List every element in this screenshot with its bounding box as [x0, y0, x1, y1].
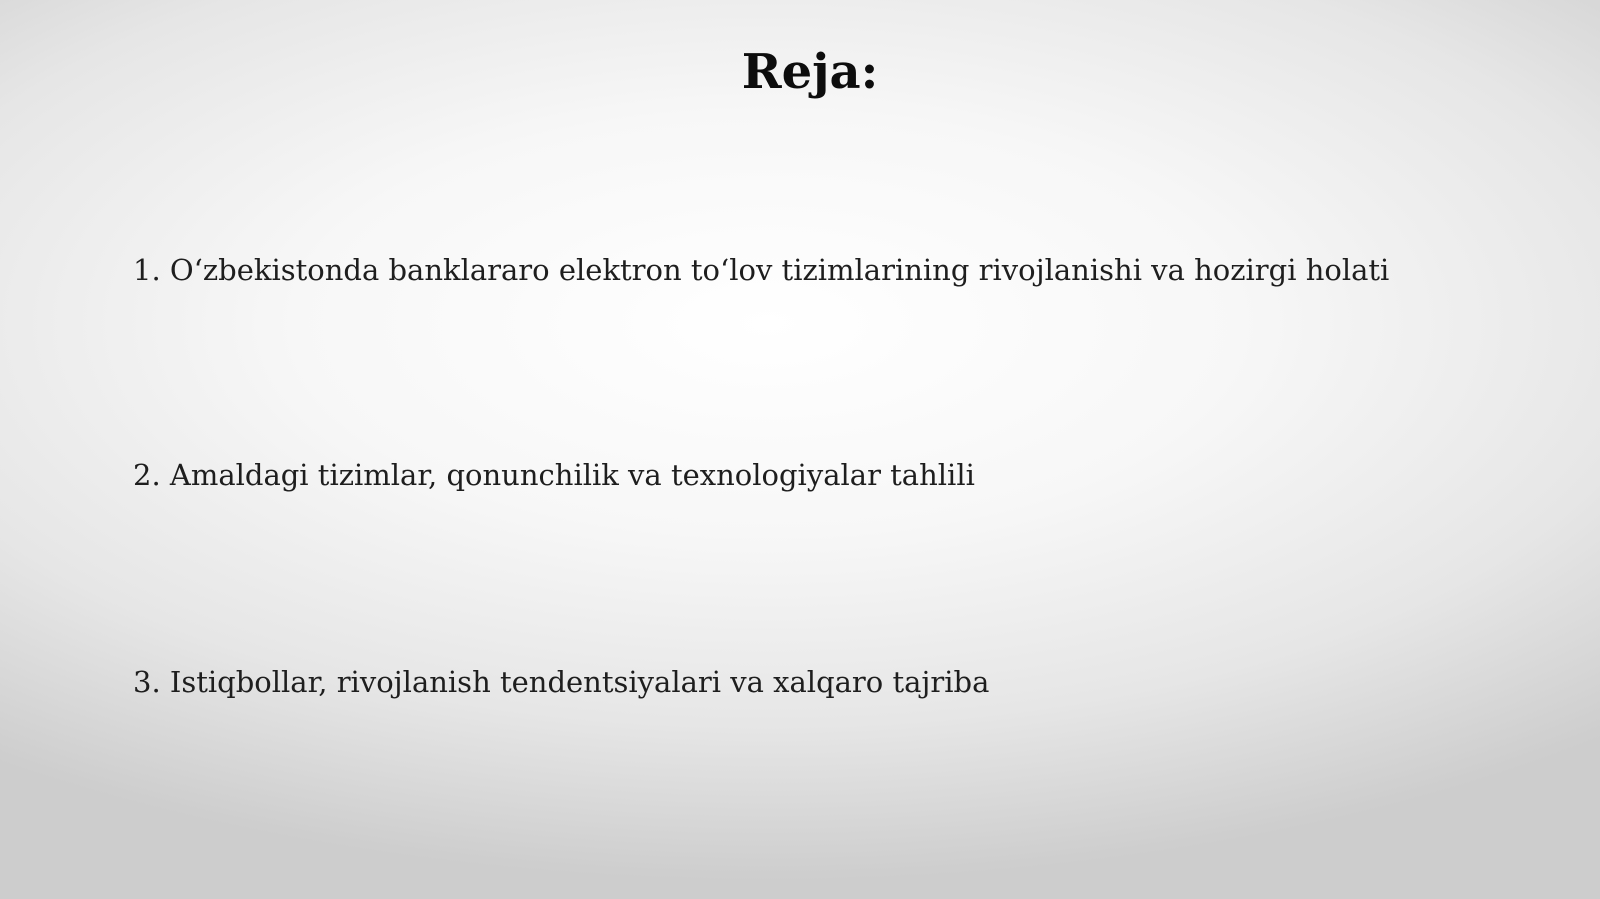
plan-item: 2. Amaldagi tizimlar, qonunchilik va texnologiyalar tahlili [133, 458, 975, 492]
slide-title: Reja: [741, 44, 879, 100]
plan-item: 3. Istiqbollar, rivojlanish tendentsiyalari va xalqaro tajriba [133, 665, 990, 699]
plan-item: 1. O‘zbekistonda banklararo elektron to‘lov tizimlarining rivojlanishi va hozirgi holati [133, 253, 1390, 287]
